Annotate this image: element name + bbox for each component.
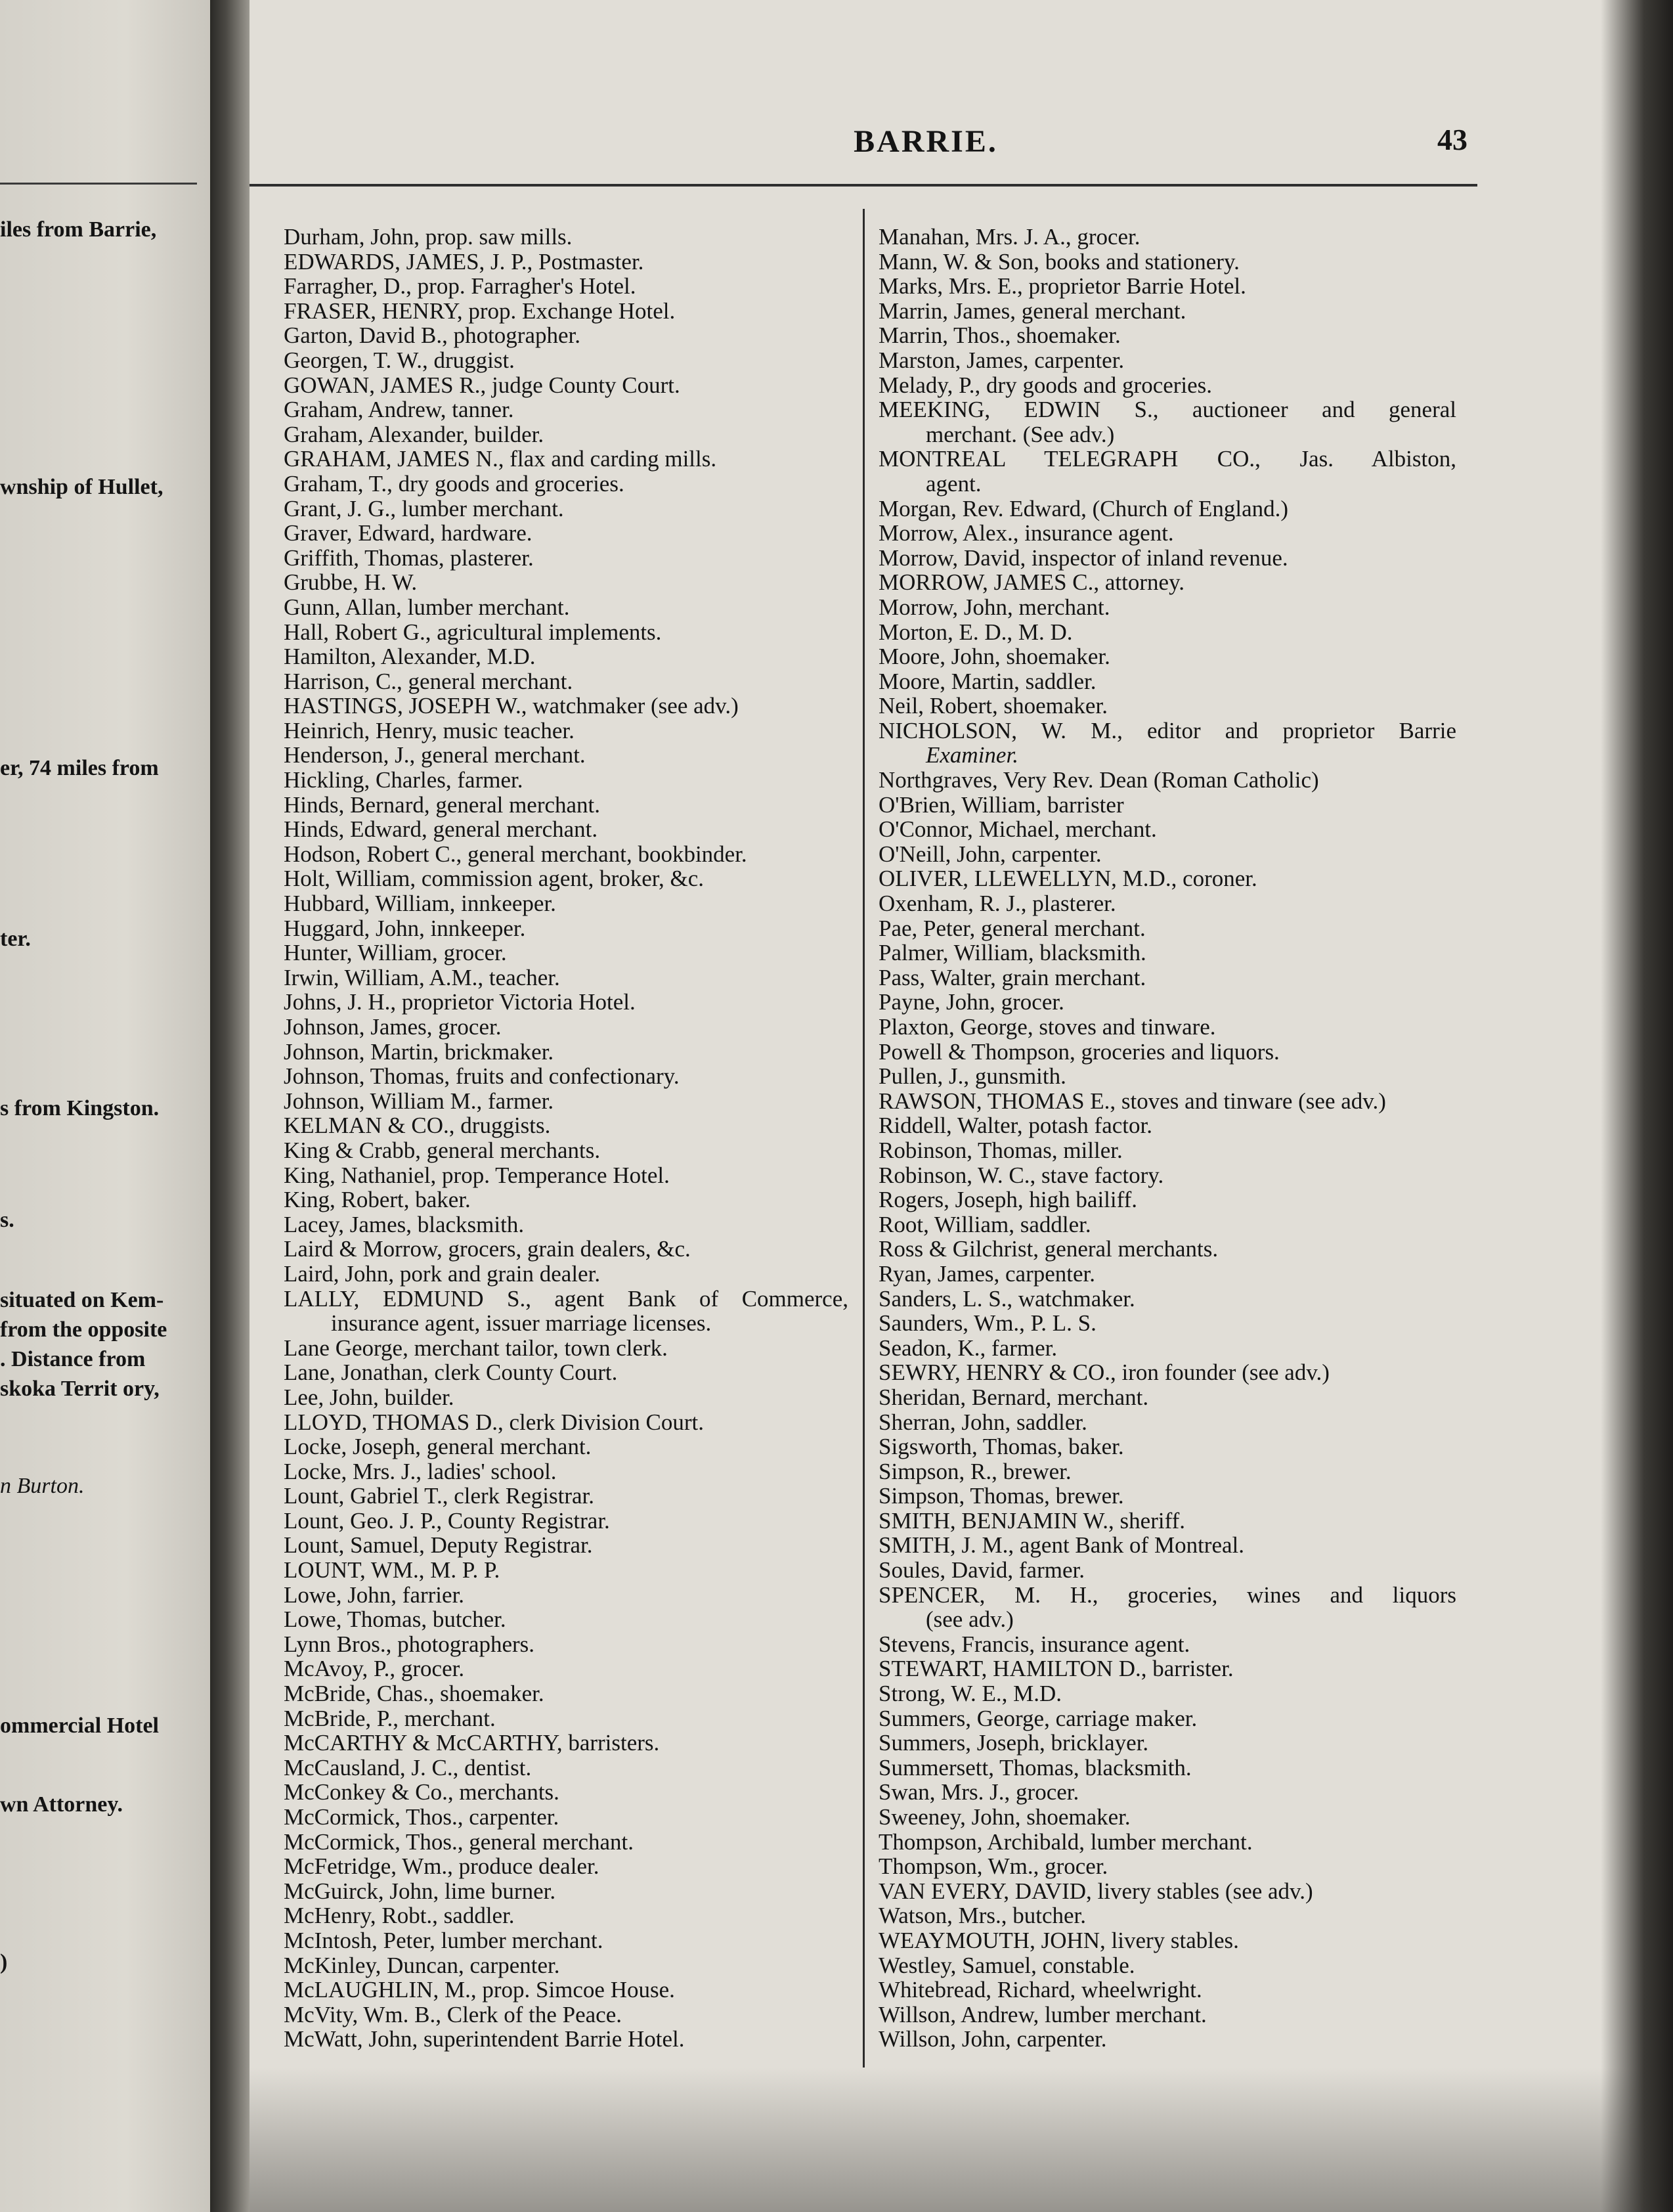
directory-entry: Rogers, Joseph, high bailiff. [879, 1187, 1138, 1213]
directory-entry: EDWARDS, JAMES, J. P., Postmaster. [284, 248, 644, 275]
directory-entry: McConkey & Co., merchants. [284, 1779, 559, 1805]
directory-entry: Lee, John, builder. [284, 1384, 454, 1410]
directory-entry: McFetridge, Wm., produce dealer. [284, 1853, 599, 1880]
directory-entry: King, Robert, baker. [284, 1187, 471, 1213]
directory-entry: Oxenham, R. J., plasterer. [879, 891, 1116, 917]
directory-entry: McCausland, J. C., dentist. [284, 1754, 532, 1781]
directory-entry: Johns, J. H., proprietor Victoria Hotel. [284, 989, 636, 1015]
directory-entry: Payne, John, grocer. [879, 989, 1064, 1015]
header-rule [250, 184, 1477, 187]
directory-entry: Sanders, L. S., watchmaker. [879, 1285, 1135, 1312]
directory-entry: Marrin, James, general merchant. [879, 298, 1186, 324]
directory-entry: Marrin, Thos., shoemaker. [879, 322, 1121, 349]
directory-entry: Sheridan, Bernard, merchant. [879, 1384, 1149, 1410]
directory-entry: Watson, Mrs., butcher. [879, 1903, 1087, 1929]
directory-entry: Robinson, Thomas, miller. [879, 1137, 1123, 1163]
directory-entry: Hodson, Robert C., general merchant, bookbinder. [284, 841, 747, 867]
directory-entry: KELMAN & CO., druggists. [284, 1113, 551, 1139]
prev-page-text: . Distance from [0, 1347, 146, 1371]
prev-page-text: ter. [0, 927, 31, 951]
directory-entry: MEEKING, EDWIN S., auctioneer and general [879, 397, 1456, 423]
directory-entry: merchant. (See adv.) [926, 421, 1115, 447]
directory-entry: Melady, P., dry goods and groceries. [879, 372, 1213, 398]
prev-page-text: iles from Barrie, [0, 217, 157, 242]
directory-page [250, 0, 1673, 2212]
directory-entry: Neil, Robert, shoemaker. [879, 693, 1108, 719]
directory-entry: Ryan, James, carpenter. [879, 1260, 1096, 1287]
directory-entry: McCARTHY & McCARTHY, barristers. [284, 1730, 660, 1756]
directory-entry: Moore, John, shoemaker. [879, 644, 1110, 670]
directory-entry: Pullen, J., gunsmith. [879, 1063, 1066, 1090]
directory-entry: (see adv.) [926, 1606, 1014, 1633]
directory-entry: King & Crabb, general merchants. [284, 1137, 601, 1163]
directory-entry: Summersett, Thomas, blacksmith. [879, 1754, 1192, 1781]
directory-entry: Pae, Peter, general merchant. [879, 915, 1146, 941]
directory-entry: OLIVER, LLEWELLYN, M.D., coroner. [879, 866, 1257, 892]
directory-entry: Georgen, T. W., druggist. [284, 347, 515, 373]
directory-entry: Grant, J. G., lumber merchant. [284, 495, 564, 521]
directory-entry: FRASER, HENRY, prop. Exchange Hotel. [284, 298, 676, 324]
directory-entry: McGuirck, John, lime burner. [284, 1878, 556, 1904]
directory-entry: McWatt, John, superintendent Barrie Hotel. [284, 2026, 685, 2052]
directory-entry: MONTREAL TELEGRAPH CO., Jas. Albiston, [879, 446, 1456, 472]
directory-entry: O'Brien, William, barrister [879, 791, 1124, 818]
page-number: 43 [1437, 123, 1467, 156]
book-gutter [210, 0, 250, 2212]
directory-entry: Lane, Jonathan, clerk County Court. [284, 1360, 618, 1386]
directory-entry: LALLY, EDMUND S., agent Bank of Commerce, [284, 1285, 848, 1312]
directory-entry: LOUNT, WM., M. P. P. [284, 1557, 500, 1583]
directory-entry: Johnson, Martin, brickmaker. [284, 1038, 554, 1065]
directory-entry: Riddell, Walter, potash factor. [879, 1113, 1152, 1139]
directory-entry: Farragher, D., prop. Farragher's Hotel. [284, 273, 636, 299]
directory-entry: Morton, E. D., M. D. [879, 619, 1073, 645]
directory-entry: GRAHAM, JAMES N., flax and carding mills. [284, 446, 717, 472]
directory-entry: Heinrich, Henry, music teacher. [284, 717, 575, 743]
directory-entry: Palmer, William, blacksmith. [879, 940, 1146, 966]
directory-entry: Pass, Walter, grain merchant. [879, 964, 1146, 990]
directory-entry: McBride, P., merchant. [284, 1705, 496, 1731]
directory-entry: Morrow, David, inspector of inland revenue. [879, 544, 1288, 571]
directory-entry: LLOYD, THOMAS D., clerk Division Court. [284, 1409, 705, 1435]
prev-page-text: s. [0, 1208, 14, 1232]
directory-entry: Laird, John, pork and grain dealer. [284, 1260, 601, 1287]
directory-entry: McAvoy, P., grocer. [284, 1656, 465, 1682]
prev-page-text: n Burton. [0, 1474, 85, 1498]
directory-entry: Thompson, Archibald, lumber merchant. [879, 1828, 1253, 1855]
directory-entry: Simpson, Thomas, brewer. [879, 1483, 1124, 1509]
directory-entry: Hubbard, William, innkeeper. [284, 891, 556, 917]
directory-entry: Stevens, Francis, insurance agent. [879, 1631, 1190, 1657]
previous-page-fragment [0, 0, 210, 2212]
directory-entry: Lacey, James, blacksmith. [284, 1211, 525, 1237]
directory-entry: SEWRY, HENRY & CO., iron founder (see adv.) [879, 1360, 1330, 1386]
prev-page-text: ) [0, 1950, 8, 1974]
prev-page-text: wnship of Hullet, [0, 475, 163, 499]
directory-column-right [879, 225, 1456, 2052]
directory-entry: Summers, Joseph, bricklayer. [879, 1730, 1149, 1756]
directory-entry: Lount, Samuel, Deputy Registrar. [284, 1532, 593, 1559]
directory-entry: Whitebread, Richard, wheelwright. [879, 1977, 1202, 2003]
directory-entry: Locke, Mrs. J., ladies' school. [284, 1458, 557, 1484]
directory-entry: Holt, William, commission agent, broker, &c. [284, 866, 705, 892]
directory-entry: Morrow, Alex., insurance agent. [879, 520, 1174, 546]
directory-entry: Griffith, Thomas, plasterer. [284, 544, 534, 571]
directory-entry: Willson, John, carpenter. [879, 2026, 1107, 2052]
prev-page-text: er, 74 miles from [0, 756, 159, 780]
directory-entry: agent. [926, 470, 982, 497]
directory-entry: Root, William, saddler. [879, 1211, 1091, 1237]
directory-entry: Grubbe, H. W. [284, 569, 418, 596]
directory-entry: VAN EVERY, DAVID, livery stables (see adv.) [879, 1878, 1313, 1904]
directory-entry: Lynn Bros., photographers. [284, 1631, 535, 1657]
directory-entry: Laird & Morrow, grocers, grain dealers, &c. [284, 1236, 691, 1262]
page-bottom-shade [250, 2068, 1673, 2212]
directory-entry: Hickling, Charles, farmer. [284, 767, 523, 793]
directory-entry: Graham, Andrew, tanner. [284, 397, 514, 423]
directory-entry: Graham, Alexander, builder. [284, 421, 544, 447]
directory-entry: Hinds, Bernard, general merchant. [284, 791, 601, 818]
directory-entry: Henderson, J., general merchant. [284, 742, 586, 768]
directory-entry: O'Connor, Michael, merchant. [879, 816, 1157, 843]
directory-entry: Westley, Samuel, constable. [879, 1952, 1135, 1978]
directory-entry: Johnson, James, grocer. [284, 1014, 502, 1040]
directory-entry: HASTINGS, JOSEPH W., watchmaker (see adv.) [284, 693, 739, 719]
directory-entry: Hinds, Edward, general merchant. [284, 816, 598, 843]
directory-entry: Morgan, Rev. Edward, (Church of England.) [879, 495, 1289, 521]
directory-entry: Hall, Robert G., agricultural implements. [284, 619, 662, 645]
directory-entry: Locke, Joseph, general merchant. [284, 1434, 592, 1460]
directory-entry: Marston, James, carpenter. [879, 347, 1125, 373]
directory-entry: Northgraves, Very Rev. Dean (Roman Catholic) [879, 767, 1319, 793]
directory-entry: Willson, Andrew, lumber merchant. [879, 2001, 1207, 2027]
prev-page-text: s from Kingston. [0, 1096, 160, 1120]
directory-entry: Hamilton, Alexander, M.D. [284, 644, 536, 670]
directory-entry: Manahan, Mrs. J. A., grocer. [879, 224, 1141, 250]
directory-entry: GOWAN, JAMES R., judge County Court. [284, 372, 680, 398]
directory-entry: Graham, T., dry goods and groceries. [284, 470, 624, 497]
directory-entry: Johnson, William M., farmer. [284, 1088, 554, 1114]
directory-entry: McBride, Chas., shoemaker. [284, 1681, 544, 1707]
directory-entry: Huggard, John, innkeeper. [284, 915, 526, 941]
directory-entry: Summers, George, carriage maker. [879, 1705, 1198, 1731]
directory-entry: Graver, Edward, hardware. [284, 520, 532, 546]
directory-entry: Johnson, Thomas, fruits and confectionary. [284, 1063, 680, 1090]
column-divider [863, 209, 865, 2068]
directory-entry: SPENCER, M. H., groceries, wines and liquors [879, 1582, 1456, 1608]
directory-entry: Sweeney, John, shoemaker. [879, 1804, 1131, 1830]
directory-entry: SMITH, BENJAMIN W., sheriff. [879, 1507, 1185, 1534]
directory-entry: Simpson, R., brewer. [879, 1458, 1072, 1484]
page-edge-shadow [1601, 0, 1673, 2212]
directory-entry: Moore, Martin, saddler. [879, 668, 1097, 694]
directory-column-left [284, 225, 848, 2052]
directory-entry: SMITH, J. M., agent Bank of Montreal. [879, 1532, 1245, 1559]
directory-entry: MORROW, JAMES C., attorney. [879, 569, 1185, 596]
directory-entry: Soules, David, farmer. [879, 1557, 1085, 1583]
directory-entry: RAWSON, THOMAS E., stoves and tinware (see adv.) [879, 1088, 1386, 1114]
directory-entry: Harrison, C., general merchant. [284, 668, 573, 694]
directory-entry: King, Nathaniel, prop. Temperance Hotel. [284, 1162, 670, 1188]
directory-entry: Mann, W. & Son, books and stationery. [879, 248, 1240, 275]
prev-page-text: skoka Territ ory, [0, 1377, 160, 1401]
directory-entry: Powell & Thompson, groceries and liquors. [879, 1038, 1280, 1065]
directory-entry: McIntosh, Peter, lumber merchant. [284, 1927, 603, 1953]
directory-entry: Seadon, K., farmer. [879, 1335, 1058, 1361]
directory-entry: Swan, Mrs. J., grocer. [879, 1779, 1079, 1805]
directory-entry: McKinley, Duncan, carpenter. [284, 1952, 560, 1978]
directory-entry: Lane George, merchant tailor, town clerk. [284, 1335, 668, 1361]
directory-entry: O'Neill, John, carpenter. [879, 841, 1102, 867]
directory-entry: Saunders, Wm., P. L. S. [879, 1310, 1097, 1337]
directory-entry: McVity, Wm. B., Clerk of the Peace. [284, 2001, 622, 2027]
prev-page-text: wn Attorney. [0, 1792, 123, 1817]
directory-entry: Thompson, Wm., grocer. [879, 1853, 1108, 1880]
directory-entry: STEWART, HAMILTON D., barrister. [879, 1656, 1234, 1682]
directory-entry: insurance agent, issuer marriage licenses. [331, 1310, 712, 1337]
directory-entry: Lowe, John, farrier. [284, 1582, 465, 1608]
directory-entry: Marks, Mrs. E., proprietor Barrie Hotel. [879, 273, 1246, 299]
directory-entry: McCormick, Thos., carpenter. [284, 1804, 559, 1830]
directory-entry: Hunter, William, grocer. [284, 940, 507, 966]
prev-page-text: from the opposite [0, 1317, 167, 1342]
prev-page-text: situated on Kem- [0, 1288, 164, 1312]
directory-entry: Examiner. [926, 742, 1018, 768]
directory-entry: Robinson, W. C., stave factory. [879, 1162, 1164, 1188]
directory-entry: Ross & Gilchrist, general merchants. [879, 1236, 1219, 1262]
directory-entry: McHenry, Robt., saddler. [284, 1903, 515, 1929]
directory-entry: Garton, David B., photographer. [284, 322, 580, 349]
directory-entry: Sigsworth, Thomas, baker. [879, 1434, 1124, 1460]
directory-entry: McCormick, Thos., general merchant. [284, 1828, 634, 1855]
directory-entry: McLAUGHLIN, M., prop. Simcoe House. [284, 1977, 675, 2003]
directory-entry: Irwin, William, A.M., teacher. [284, 964, 560, 990]
directory-entry: Morrow, John, merchant. [879, 594, 1110, 620]
prev-page-text: ommercial Hotel [0, 1714, 160, 1738]
directory-entry: Sherran, John, saddler. [879, 1409, 1087, 1435]
previous-page-rule [0, 183, 197, 185]
directory-entry: Durham, John, prop. saw mills. [284, 224, 573, 250]
directory-entry: Plaxton, George, stoves and tinware. [879, 1014, 1216, 1040]
directory-entry: WEAYMOUTH, JOHN, livery stables. [879, 1927, 1239, 1953]
directory-entry: NICHOLSON, W. M., editor and proprietor Barrie [879, 717, 1456, 743]
directory-entry: Lowe, Thomas, butcher. [284, 1606, 506, 1633]
directory-entry: Strong, W. E., M.D. [879, 1681, 1062, 1707]
directory-entry: Lount, Geo. J. P., County Registrar. [284, 1507, 610, 1534]
directory-entry: Lount, Gabriel T., clerk Registrar. [284, 1483, 595, 1509]
directory-entry: Gunn, Allan, lumber merchant. [284, 594, 570, 620]
page-title: BARRIE. [854, 124, 998, 159]
